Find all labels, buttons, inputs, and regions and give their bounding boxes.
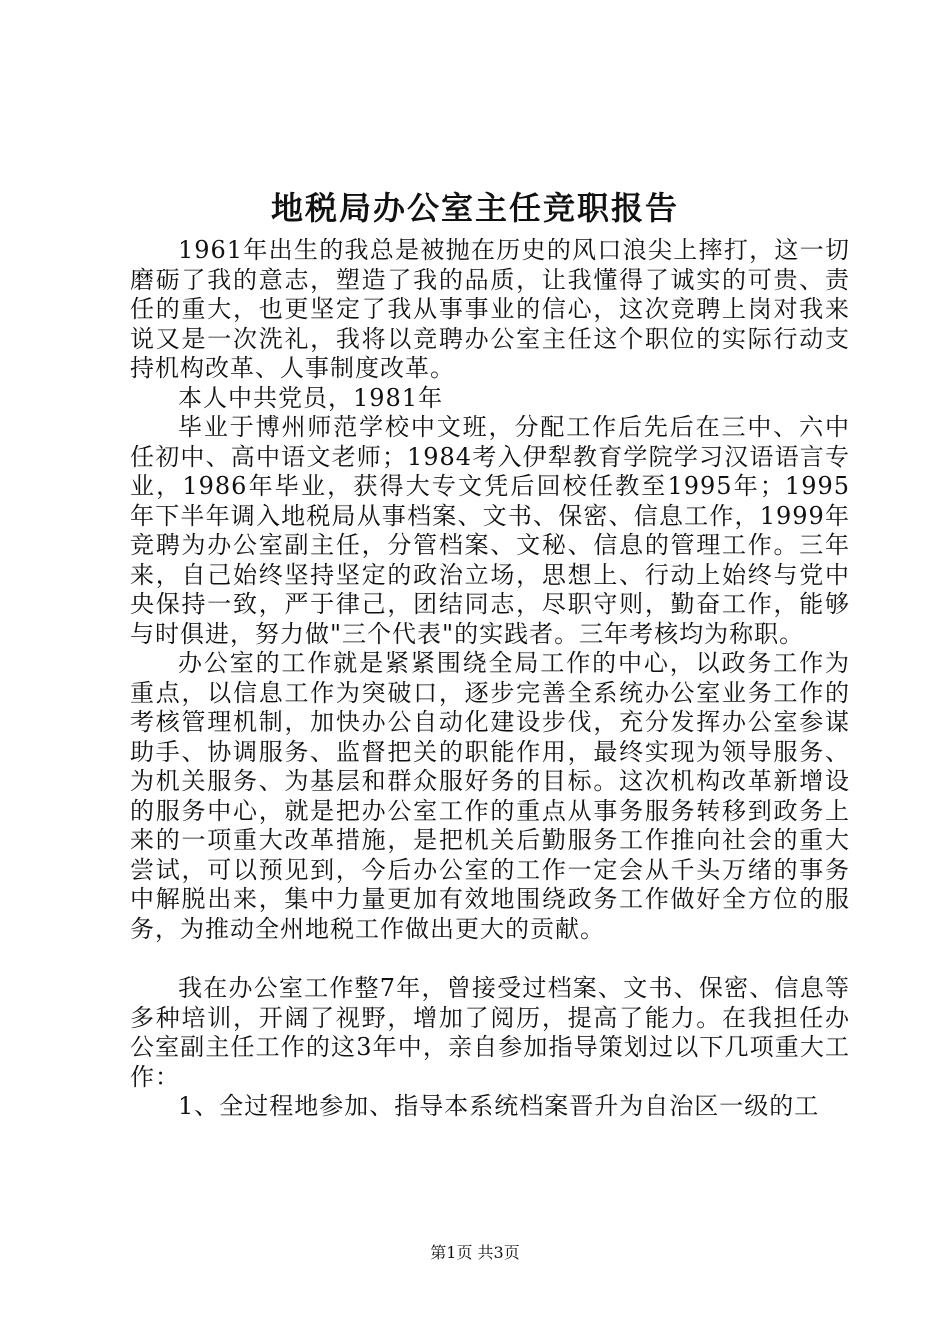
paragraph-party-member: 本人中共党员，1981年: [178, 383, 444, 412]
document-body: [130, 236, 850, 1122]
paragraph-intro: 1961年出生的我总是被抛在历史的风口浪尖上摔打，这一切磨砺了我的意志，塑造了我的品质，让我懂得了诚实的可贵、责任的重大，也更坚定了我从事事业的信心，这次竞聘上岗对我来说又是一次洗礼，我将以竞聘办公室主任这个职位的实际行动支持机构改革、人事制度改革。: [130, 236, 850, 382]
paragraph-experience: 我在办公室工作整7年，曾接受过档案、文书、保密、信息等多种培训，开阔了视野，增加了阅历，提高了能力。在我担任办公室副主任工作的这3年中，亲自参加指导策划过以下几项重大工作：: [130, 974, 850, 1091]
paragraph-item-1: 1、全过程地参加、指导本系统档案晋升为自治区一级的工: [178, 1092, 820, 1120]
paragraph-education-career: 毕业于博州师范学校中文班，分配工作后先后在三中、六中任初中、高中语文老师；1984考入伊犁教育学院学习汉语语言专业，1986年毕业，获得大专文凭后回校任教至1995年；1995年下半年调入地税局从事档案、文书、保密、信息工作，1999年竞聘为办公室副主任，分管档案、文秘、信息的管理工作。三年来，自己始终坚持坚定的政治立场，思想上、行动上始终与党中央保持一致，严于律己，团结同志，尽职守则，勤奋工作，能够与时俱进，努力做"三个代表"的实践者。三年考核均为称职。: [130, 413, 850, 648]
document-title: 地税局办公室主任竞职报告: [270, 189, 679, 227]
page-number-footer: 第1页 共3页: [430, 1243, 520, 1262]
paragraph-office-work: 办公室的工作就是紧紧围绕全局工作的中心，以政务工作为重点，以信息工作为突破口，逐步完善全系统办公室业务工作的考核管理机制，加快办公自动化建设步伐，充分发挥办公室参谋助手、协调服务、监督把关的职能作用，最终实现为领导服务、为机关服务、为基层和群众服好务的目标。这次机构改革新增设的服务中心，就是把办公室工作的重点从事务服务转移到政务上来的一项重大改革措施，是把机关后勤服务工作推向社会的重大尝试，可以预见到，今后办公室的工作一定会从千头万绪的事务中解脱出来，集中力量更加有效地围绕政务工作做好全方位的服务，为推动全州地税工作做出更大的贡献。: [130, 649, 850, 943]
